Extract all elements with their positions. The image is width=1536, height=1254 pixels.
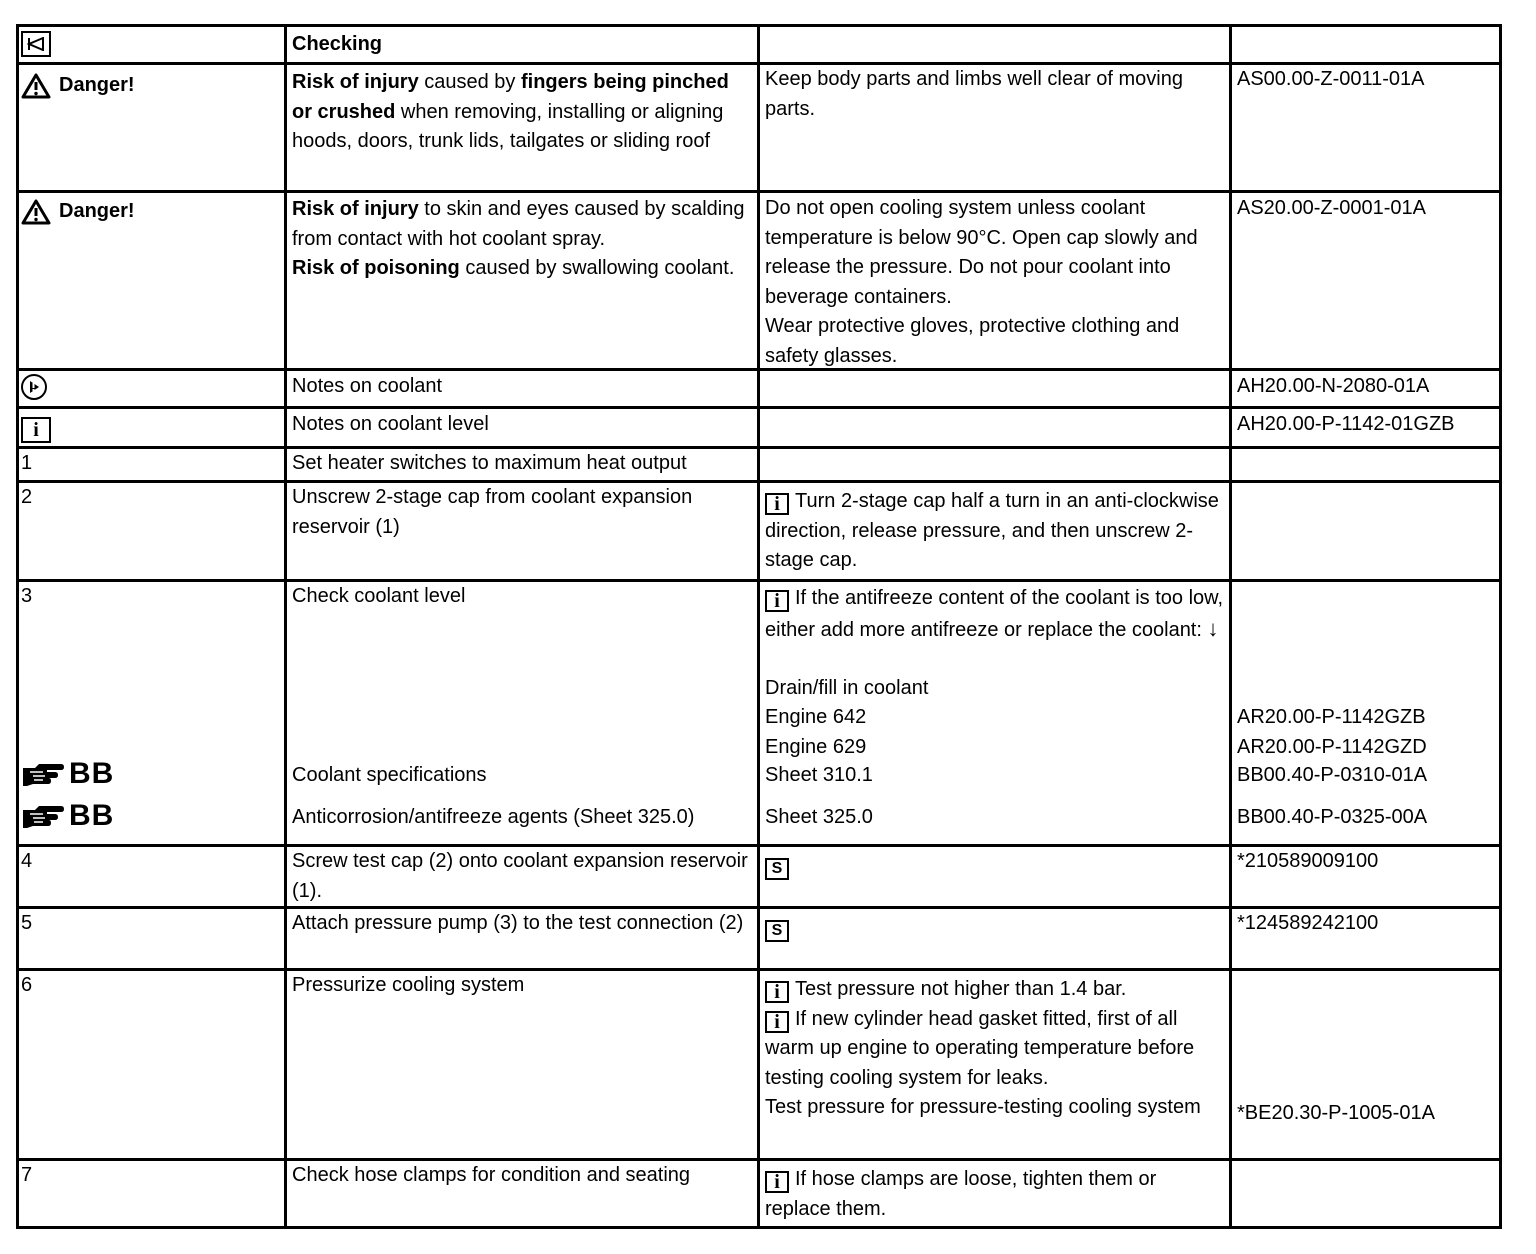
- table-row-step-6: [16, 968, 1502, 1161]
- drain-fill-label: Drain/fill in coolant: [765, 677, 929, 699]
- pointing-hand-icon: [21, 802, 65, 830]
- notes-coolant-level-link[interactable]: Notes on coolant level: [292, 413, 489, 435]
- danger-note-cell: [760, 193, 1232, 368]
- danger-label: Danger!: [59, 200, 135, 222]
- step-note-cell: [760, 582, 1232, 844]
- page-title: Checking: [292, 33, 383, 55]
- step-note-gasket: If new cylinder head gasket fitted, first of all warm up engine to operating temperature before testing cooling system for leaks.: [765, 1007, 1195, 1089]
- step-text-cell: [287, 483, 760, 579]
- table-row-step-5: [16, 906, 1502, 971]
- warning-triangle-icon: [21, 73, 51, 99]
- danger-ref-cell: [1232, 65, 1499, 190]
- step-text-cell: [287, 449, 760, 480]
- step-text: Check hose clamps for condition and seating: [292, 1164, 691, 1186]
- table-row-step-1: [16, 446, 1502, 483]
- bb-spec-reference[interactable]: [21, 759, 114, 789]
- reference-code-spec[interactable]: BB00.40-P-0310-01A: [1237, 764, 1428, 786]
- notes-text-cell: [287, 371, 760, 406]
- step-ref-cell: [1232, 582, 1499, 844]
- step-note-test-pressure: Test pressure for pressure-testing cooling system: [765, 1096, 1201, 1118]
- table-row-step-3: [16, 579, 1502, 847]
- step-number-cell: [19, 1161, 287, 1226]
- table-row-danger-1: [16, 62, 1502, 193]
- sheet-325-label: Sheet 325.0: [765, 806, 873, 828]
- table-row-step-7: [16, 1158, 1502, 1229]
- step-number: 5: [21, 912, 33, 934]
- step-number-cell: [19, 971, 287, 1158]
- table-row-step-2: [16, 480, 1502, 582]
- notes-empty-cell: [760, 371, 1232, 406]
- risk-heading: Risk of injury: [292, 198, 419, 220]
- step-ref-cell: [1232, 449, 1499, 480]
- danger-label: Danger!: [59, 74, 135, 96]
- risk-heading-poisoning: Risk of poisoning: [292, 257, 460, 279]
- step-number: 7: [21, 1164, 33, 1186]
- table-row-level-notes: [16, 406, 1502, 449]
- step-ref-cell: [1232, 909, 1499, 968]
- notes-coolant-link[interactable]: Notes on coolant: [292, 375, 443, 397]
- step-text-cell: [287, 1161, 760, 1226]
- step-number: 1: [21, 452, 33, 474]
- pointing-hand-icon: [21, 760, 65, 788]
- step-number-cell: [19, 449, 287, 480]
- info-icon: i: [765, 493, 789, 515]
- danger-text-cell: [287, 65, 760, 190]
- special-tool-icon: S: [765, 858, 789, 880]
- header-ref-cell: [1232, 27, 1499, 62]
- engine-642-label: Engine 642: [765, 706, 867, 728]
- back-arrow-icon: [21, 31, 51, 57]
- reference-code[interactable]: *BE20.30-P-1005-01A: [1237, 1102, 1435, 1124]
- warning-triangle-icon: [21, 199, 51, 225]
- sheet-310-label: Sheet 310.1: [765, 764, 873, 786]
- notes-ref-cell: [1232, 409, 1499, 446]
- step-note-cell: [760, 1161, 1232, 1226]
- header-empty-cell: [760, 27, 1232, 62]
- reference-code: AH20.00-N-2080-01A: [1237, 375, 1430, 397]
- notes-icon-cell: [19, 371, 287, 406]
- info-icon: i: [765, 981, 789, 1003]
- step-note: If hose clamps are loose, tighten them or replace them.: [765, 1168, 1157, 1220]
- step-text: Pressurize cooling system: [292, 974, 525, 996]
- step-number-cell: [19, 909, 287, 968]
- step-text: Attach pressure pump (3) to the test connection (2): [292, 912, 744, 934]
- danger-note: Do not open cooling system unless coolant temperature is below 90°C. Open cap slowly and release the pressure. Do not pour coolant into beverage containers.: [765, 197, 1198, 308]
- step-ref-cell: [1232, 971, 1499, 1158]
- step-text-cell: [287, 909, 760, 968]
- reference-code-anti[interactable]: BB00.40-P-0325-00A: [1237, 806, 1428, 828]
- reference-code: AS20.00-Z-0001-01A: [1237, 197, 1427, 219]
- step-text-cell: [287, 847, 760, 906]
- tool-number[interactable]: *124589242100: [1237, 912, 1379, 934]
- danger-note-ppe: Wear protective gloves, protective clothing and safety glasses.: [765, 315, 1180, 367]
- coolant-specifications-link[interactable]: Coolant specifications: [292, 764, 487, 786]
- risk-text-poisoning: caused by swallowing coolant.: [459, 257, 735, 279]
- info-icon: i: [765, 1011, 789, 1033]
- bb-anticorrosion-reference[interactable]: [21, 801, 114, 831]
- step-note: Test pressure not higher than 1.4 bar.: [795, 978, 1127, 1000]
- risk-text: caused by: [418, 71, 521, 93]
- environment-note-icon: [21, 374, 47, 400]
- engine-629-label: Engine 629: [765, 736, 867, 758]
- reference-code: AH20.00-P-1142-01GZB: [1237, 413, 1455, 435]
- info-icon: i: [765, 590, 789, 612]
- step-number: 4: [21, 850, 33, 872]
- danger-text-cell: [287, 193, 760, 368]
- table-row-danger-2: [16, 190, 1502, 371]
- step-text-cell: [287, 971, 760, 1158]
- risk-heading: Risk of injury: [292, 71, 419, 93]
- bb-label: BB: [69, 757, 115, 790]
- step-note: Turn 2-stage cap half a turn in an anti-clockwise direction, release pressure, and then unscrew 2-stage cap.: [765, 490, 1219, 571]
- notes-ref-cell: [1232, 371, 1499, 406]
- reference-code: AS00.00-Z-0011-01A: [1237, 68, 1425, 90]
- risk-text: to skin and eyes caused by scalding from contact with hot coolant spray.: [292, 198, 745, 250]
- step-note-cell: [760, 847, 1232, 906]
- step-ref-cell: [1232, 1161, 1499, 1226]
- header-icon-cell: [19, 27, 287, 62]
- step-number: 3: [21, 585, 33, 607]
- anticorrosion-agents-link[interactable]: Anticorrosion/antifreeze agents (Sheet 325.0): [292, 806, 695, 828]
- danger-label-cell: [19, 193, 287, 368]
- step-number: 2: [21, 486, 33, 508]
- step-note-cell: [760, 909, 1232, 968]
- danger-label-cell: [19, 65, 287, 190]
- notes-empty-cell: [760, 409, 1232, 446]
- step-text: Set heater switches to maximum heat output: [292, 452, 687, 474]
- info-icon-cell: [19, 409, 287, 446]
- step-number: 6: [21, 974, 33, 996]
- danger-ref-cell: [1232, 193, 1499, 368]
- step-text: Unscrew 2-stage cap from coolant expansion reservoir (1): [292, 486, 693, 538]
- step-text-cell: [287, 582, 760, 844]
- step-number-cell: [19, 483, 287, 579]
- info-icon: i: [21, 417, 51, 443]
- table-row-header: [16, 24, 1502, 65]
- table-row-coolant-notes: [16, 368, 1502, 409]
- risk-context: when removing, installing or aligning hoods, doors, trunk lids, tailgates or sliding roof: [292, 100, 724, 152]
- header-title-cell: [287, 27, 760, 62]
- risk-cause: fingers being pinched or crushed: [292, 71, 729, 123]
- step-number-cell: [19, 847, 287, 906]
- tool-number[interactable]: *210589009100: [1237, 850, 1379, 872]
- step-note-cell: [760, 449, 1232, 480]
- step-note-cell: [760, 971, 1232, 1158]
- step-ref-cell: [1232, 483, 1499, 579]
- danger-note-cell: [760, 65, 1232, 190]
- step-note: If the antifreeze content of the coolant is too low, either add more antifreeze or replace the coolant:: [765, 587, 1224, 641]
- down-arrow-icon: ↓: [1207, 615, 1219, 641]
- notes-text-cell: [287, 409, 760, 446]
- danger-note: Keep body parts and limbs well clear of moving parts.: [765, 68, 1183, 120]
- step-number-cell: [19, 582, 287, 844]
- step-ref-cell: [1232, 847, 1499, 906]
- step-note-cell: [760, 483, 1232, 579]
- reference-code-629[interactable]: AR20.00-P-1142GZD: [1237, 736, 1427, 758]
- bb-label: BB: [69, 799, 115, 832]
- info-icon: i: [765, 1171, 789, 1193]
- reference-code-642[interactable]: AR20.00-P-1142GZB: [1237, 706, 1426, 728]
- step-text: Check coolant level: [292, 585, 466, 607]
- step-text: Screw test cap (2) onto coolant expansion reservoir (1).: [292, 850, 748, 902]
- table-row-step-4: [16, 844, 1502, 909]
- special-tool-icon: S: [765, 920, 789, 942]
